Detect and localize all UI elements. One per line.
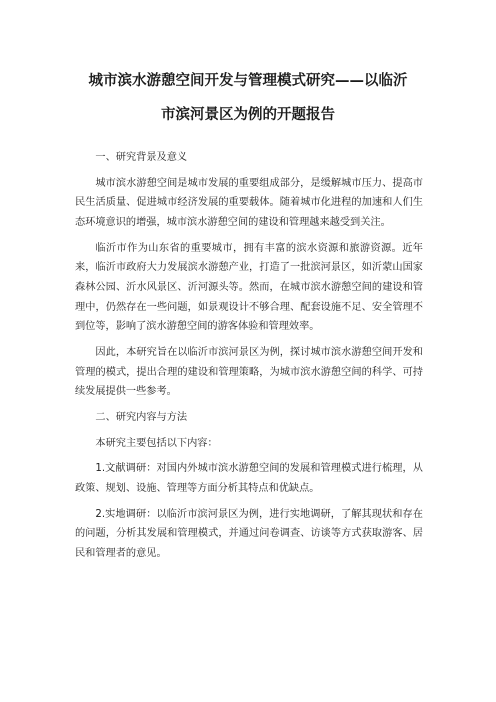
paragraph-background-3: 因此，本研究旨在以临沂市滨河景区为例，探讨城市滨水游憩空间开发和管理的模式，提出合理的建设和管理策略，为城市滨水游憩空间的科学、可持续发展提供一些参考。: [75, 346, 423, 398]
paragraph-background-2: 临沂市作为山东省的重要城市，拥有丰富的滨水资源和旅游资源。近年来，临沂市政府大力发展滨水游憩产业，打造了一批滨河景区，如沂蒙山国家森林公园、沂水风景区、沂河源头等。然而，在城市滨水游憩空间的建设和管理中，仍然存在一些问题，如景观设计不够合理、配套设施不足、安全管理不到位等，影响了滨水游憩空间的游客体验和管理效率。: [75, 242, 423, 333]
paragraph-method-fieldwork: 2.实地调研：以临沂市滨河景区为例，进行实地调研，了解其现状和存在的问题，分析其发展和管理模式，并通过问卷调查、访谈等方式获取游客、居民和管理者的意见。: [75, 508, 423, 559]
paragraph-method-literature: 1.文献调研：对国内外城市滨水游憩空间的发展和管理模式进行梳理，从政策、规划、设施、管理等方面分析其特点和优缺点。: [75, 463, 423, 495]
paragraph-background-1: 城市滨水游憩空间是城市发展的重要组成部分，是缓解城市压力、提高市民生活质量、促进城市经济发展的重要载体。随着城市化进程的加速和人们生态环境意识的增强，城市滨水游憩空间的建设和管理越来越受到关注。: [75, 177, 423, 228]
section-heading-background: 一、研究背景及意义: [95, 152, 188, 163]
paragraph-methods-intro: 本研究主要包括以下内容：: [95, 437, 218, 449]
document-body: [75, 148, 423, 570]
title-line-2: 市滨河景区为例的开题报告: [161, 107, 335, 123]
document-title: [70, 64, 426, 132]
title-line-1: 城市滨水游憩空间开发与管理模式研究——以临沂: [88, 73, 408, 89]
section-heading-methods: 二、研究内容与方法: [95, 411, 188, 423]
